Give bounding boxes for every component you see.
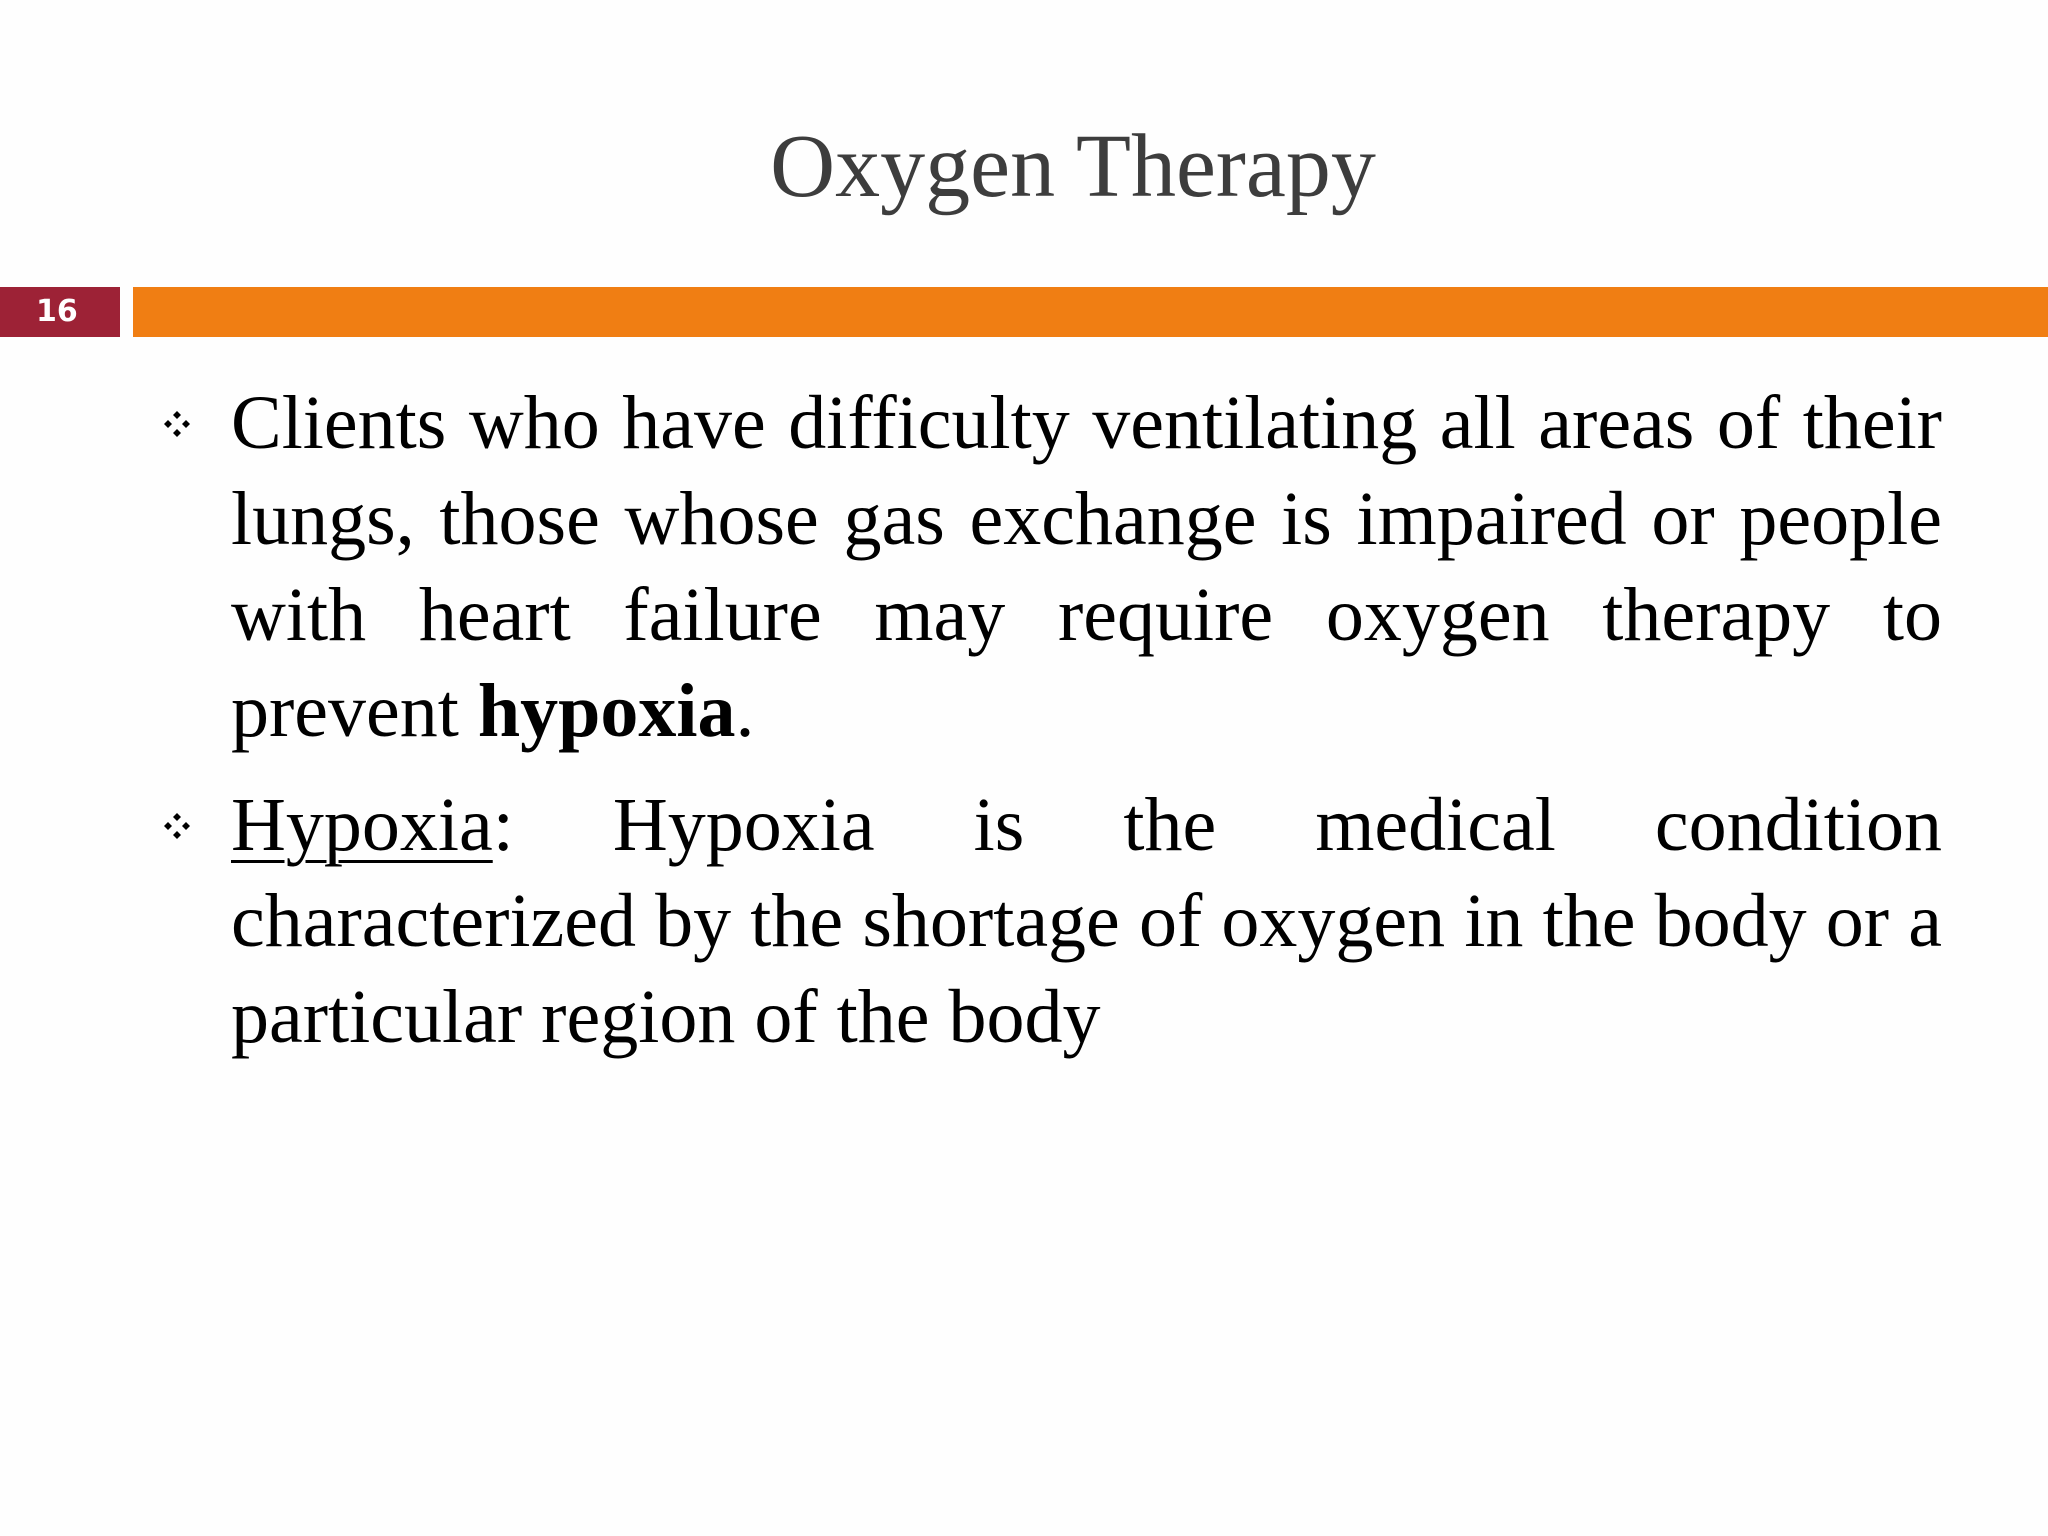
accent-bar — [133, 287, 2048, 337]
bullet-item-oxygen-therapy — [150, 375, 1942, 759]
bullet-text-end: . — [735, 669, 755, 753]
definition-separator: : — [492, 783, 514, 867]
bold-term-hypoxia: hypoxia — [477, 669, 736, 753]
bullet-text: Clients who have difficulty ventilating all areas of their lungs, those whose gas exchange is impaired or people with heart failure may require oxygen therapy to prevent — [231, 381, 1942, 753]
slide-number-badge: 16 — [0, 287, 120, 337]
slide-content — [150, 375, 1942, 1083]
bullet-item-hypoxia-definition — [150, 777, 1942, 1065]
slide-title: Oxygen Therapy — [770, 117, 1376, 216]
definition-term: Hypoxia — [231, 783, 493, 867]
diamond-bullet-icon — [162, 811, 192, 841]
diamond-bullet-icon — [162, 409, 192, 439]
definition-text: Hypoxia is the medical condition characterized by the shortage of oxygen in the body or a particular region of the body — [231, 783, 1942, 1059]
